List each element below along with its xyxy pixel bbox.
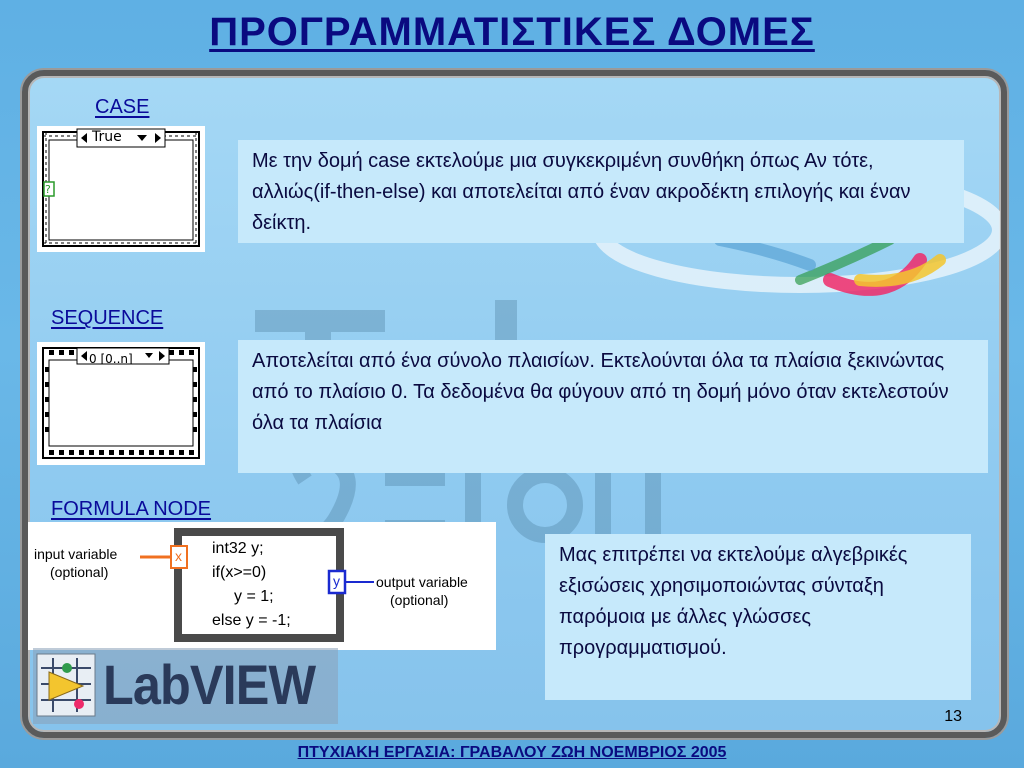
case-selector-terminal: ? [45, 183, 51, 196]
formula-code-line-3: y = 1; [234, 588, 274, 605]
formula-input-variable: x [175, 548, 182, 564]
labview-logo-text: LabVIEW [103, 653, 316, 716]
formula-input-label-line2: (optional) [50, 564, 109, 580]
case-selector-text: True [92, 129, 122, 145]
formula-code-line-2: if(x>=0) [212, 564, 267, 581]
sequence-description: Αποτελείται από ένα σύνολο πλαισίων. Εκτελούνται όλα τα πλαίσια ξεκινώντας από το πλαίσιο 0. Τα δεδομένα θα φύγουν από τη δομή μόνο όταν εκτελεστούν όλα τα πλαίσια [238, 340, 988, 473]
slide-title: ΠΡΟΓΡΑΜΜΑΤΙΣΤΙΚΕΣ ΔΟΜΕΣ [209, 10, 815, 54]
formula-input-label-line1: input variable [34, 546, 118, 562]
formula-output-label-line1: output variable [376, 574, 468, 590]
sequence-frame-text: 0 [0..n] [89, 352, 133, 366]
formula-code-line-4: else y = -1; [212, 612, 291, 629]
formula-node-image [28, 522, 496, 650]
slide-number: 13 [944, 708, 962, 725]
sequence-label: SEQUENCE [51, 307, 164, 329]
formula-code-line-1: int32 y; [212, 540, 264, 557]
formula-node-description: Μας επιτρέπει να εκτελούμε αλγεβρικές εξισώσεις χρησιμοποιώντας σύνταξη παρόμοια με άλλες γλώσσες προγραμματισμού. [545, 534, 971, 700]
labview-logo [33, 648, 338, 724]
case-description: Με την δομή case εκτελούμε μια συγκεκριμένη συνθήκη όπως Αν τότε, αλλιώς(if-then-else) και αποτελείται από έναν ακροδέκτη επιλογής και έναν δείκτη. [238, 140, 964, 243]
footer: ΠΤΥΧΙΑΚΗ ΕΡΓΑΣΙΑ: ΓΡΑΒΑΛΟΥ ΖΩΗ ΝΟΕΜΒΡΙΟΣ 2005 [297, 744, 727, 761]
formula-output-label-line2: (optional) [390, 592, 449, 608]
formula-node-label: FORMULA NODE [51, 498, 212, 520]
case-label: CASE [95, 96, 150, 118]
formula-output-variable: y [333, 573, 340, 589]
